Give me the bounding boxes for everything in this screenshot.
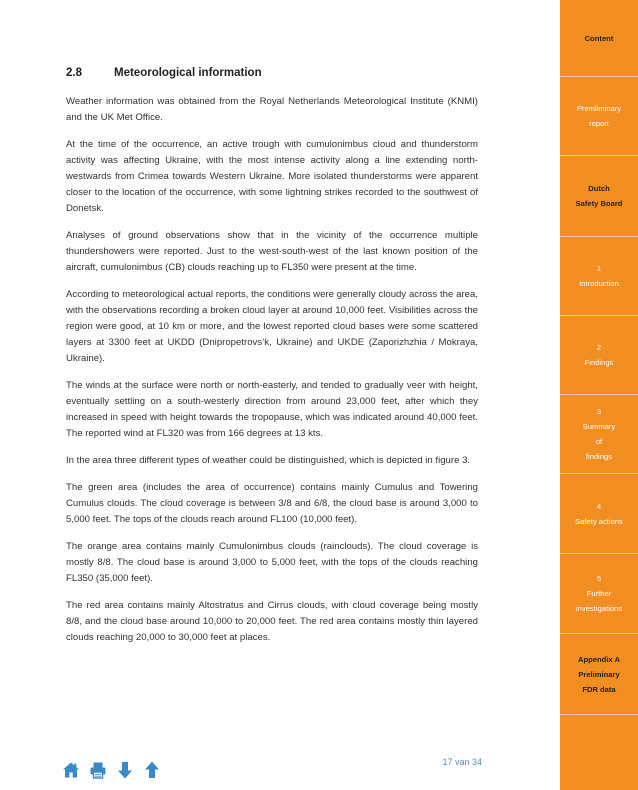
tab-label: investigations <box>575 604 622 613</box>
page-number: 17 van 34 <box>442 757 482 767</box>
section-title: Meteorological information <box>114 67 262 79</box>
previous-page-button[interactable] <box>143 761 161 779</box>
tab-preliminary-report[interactable] <box>560 77 638 155</box>
section-heading <box>66 67 486 79</box>
tab-label: Preliminary <box>578 669 620 679</box>
tab-label: 1 <box>596 264 602 273</box>
tab-label: FDR data <box>582 684 616 694</box>
tab-label: 4 <box>596 501 602 511</box>
paragraph: Weather information was obtained from the Royal Netherlands Meteorological Institute (KNMI) and the UK Met Office. <box>66 96 478 123</box>
tab-label: report <box>589 119 609 128</box>
section-number: 2.8 <box>66 67 82 79</box>
tab-appendix-a[interactable] <box>560 634 638 714</box>
print-button[interactable] <box>89 761 107 779</box>
paragraph: The winds at the surface were north or north-easterly, and tended to gradually veer with height, eventually settling on a south-westerly direction from around 23,000 feet, after which they increased in speed with height towards the tropopause, which was indicated around 40,000 feet. The reported wind at FL320 was from 166 degrees at 13 kts. <box>66 380 478 439</box>
tab-label: Appendix A <box>578 654 620 664</box>
tab-label: 5 <box>596 574 602 583</box>
home-button[interactable] <box>62 761 80 779</box>
body-text <box>66 94 478 657</box>
paragraph: The red area contains mainly Altostratus and Cirrus clouds, with cloud coverage being mostly 8/8, and the cloud base around 10,000 to 20,000 feet. The red area contains mostly thin layered clouds reaching 20,000 to 30,000 feet at places. <box>66 600 478 643</box>
tab-summary-of-findings[interactable] <box>560 395 638 473</box>
tab-label: Premliminary <box>576 104 622 113</box>
arrow-up-icon <box>144 761 160 779</box>
page-navigation <box>62 761 161 781</box>
tab-dutch-safety-board[interactable] <box>560 156 638 236</box>
paragraph: At the time of the occurrence, an active trough with cumulonimbus cloud and thunderstorm activity was affecting Ukraine, with the most intense activity along a line extending north-westwards from Crimea towards Western Ukraine. More isolated thunderstorms were apparent closer to the location of the occurrence, with some lightning strikes recorded to the southwest of Donetsk. <box>66 139 478 214</box>
tab-further-investigations[interactable] <box>560 554 638 633</box>
paragraph: The green area (includes the area of occurrence) contains mainly Cumulus and Towering Cumulus clouds. The cloud coverage is between 3/8 and 6/8, the cloud base is around 3,000 to 5,000 feet. The tops of the clouds reach around FL100 (10,000 feet). <box>66 482 478 525</box>
home-icon <box>62 761 80 779</box>
arrow-down-icon <box>117 761 133 779</box>
tab-label: Safety actions <box>575 516 623 526</box>
tab-label: Summary <box>582 422 616 431</box>
tab-label: Safety Board <box>575 199 623 208</box>
divider <box>560 714 638 715</box>
tab-introduction[interactable] <box>560 237 638 315</box>
tab-label: Findings <box>584 358 614 367</box>
paragraph: In the area three different types of weather could be distinguished, which is depicted in figure 3. <box>66 455 471 466</box>
tab-label: 3 <box>596 407 602 416</box>
tab-label: findings <box>585 452 613 461</box>
tab-label: of <box>595 437 603 446</box>
chapter-sidebar <box>560 0 638 790</box>
tab-label: Introduction <box>579 279 619 288</box>
tab-label: 2 <box>596 343 602 352</box>
tab-findings[interactable] <box>560 316 638 394</box>
paragraph: According to meteorological actual reports, the conditions were generally cloudy across the area, with the observations recording a broken cloud layer at around 10,000 feet. Visibilities across the region were good, at 10 km or more, and the lowest reported cloud bases were some scattered layers at 3300 feet at UKDD (Dnipropetrovs’k, Ukraine) and UKDE (Zaporizhzhia / Mokraya, Ukraine). <box>66 289 478 364</box>
print-icon <box>89 761 107 779</box>
paragraph: Analyses of ground observations show that in the vicinity of the occurrence multiple thundershowers were reported. Just to the west-south-west of the last known position of the aircraft, cumulonimbus (CB) clouds reaching up to FL350 were present at the time. <box>66 230 478 273</box>
tab-label: Content <box>584 33 614 43</box>
tab-label: Dutch <box>588 184 610 193</box>
tab-safety-actions[interactable] <box>560 474 638 553</box>
paragraph: The orange area contains mainly Cumulonimbus clouds (rainclouds). The cloud coverage is mostly 8/8. The cloud base is around 3,000 to 5,000 feet, with the tops of the clouds reaching FL350 (35,000 feet). <box>66 541 478 584</box>
tab-label: Further <box>586 589 612 598</box>
next-page-button[interactable] <box>116 761 134 779</box>
tab-content[interactable] <box>560 0 638 76</box>
